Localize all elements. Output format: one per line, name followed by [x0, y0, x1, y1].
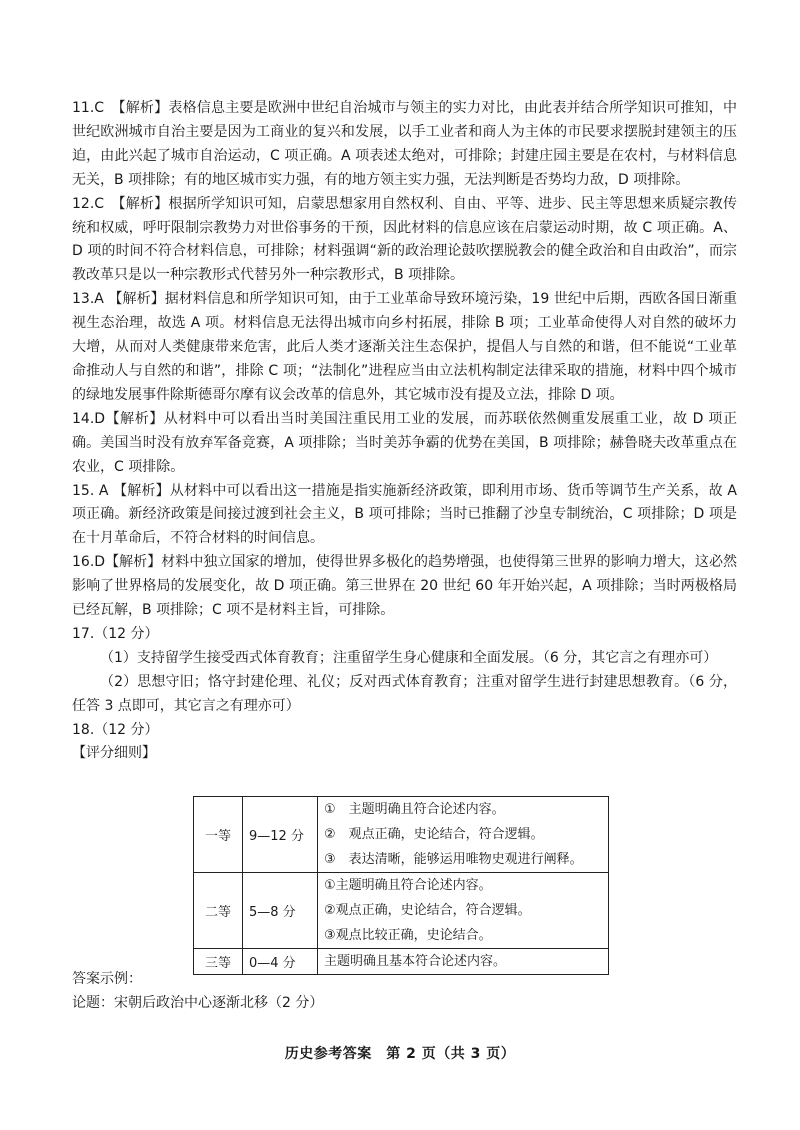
answer-11: 11.C 【解析】表格信息主要是欧洲中世纪自治城市与领主的实力对比，由此表并结合所学知识可推知，中世纪欧洲城市自治主要是因为工商业的复兴和发展，以手工业者和商人为主体的市民要求摆脱封建领主的压迫，由此兴起了城市自治运动，C 项正确。A 项表述太绝对，可排除；封建庄园主要是在农村，与材料信息无关，B 项排除；有的地区城市实力强，有的地方领主实力强，无法判断是否势均力敌，D 项排除。 — [72, 100, 737, 188]
answer-14: 14.D【解析】从材料中可以看出当时美国注重民用工业的发展，而苏联依然侧重发展重工业，故 D 项正确。美国当时没有放弃军备竞赛，A 项排除；当时美苏争霸的优势在美国，B 项排除；赫鲁晓夫改革重点在农业，C 项排除。 — [72, 410, 737, 475]
answer-15: 15. A 【解析】从材料中可以看出这一措施是指实施新经济政策，即利用市场、货币等调节生产关系，故 A 项正确。新经济政策是间接过渡到社会主义，B 项可排除；当时已推翻了沙皇专制统治，C 项排除；D 项是在十月革命后，不符合材料的时间信息。 — [72, 482, 737, 547]
rubric-row-1 — [194, 797, 609, 873]
answer-17-part-1: （1）支持留学生接受西式体育教育；注重留学生身心健康和全面发展。（6 分，其它言之有理亦可） — [100, 649, 718, 666]
answer-content — [72, 97, 737, 766]
answer-13: 13.A 【解析】据材料信息和所学知识可知，由于工业革命导致环境污染，19 世纪中后期，西欧各国日渐重视生态治理，故选 A 项。材料信息无法得出城市向乡村拓展，排除 B 项；工业革命使得人对自然的破坏力大增，从而对人类健康带来危害，此后人类才逐渐关注生态保护，提倡人与自然的和谐，但不能说“工业革命推动人与自然的和谐”，排除 C 项；“法制化”进程应当由立法机构制定法律采取的措施，材料中四个城市的绿地发展事件除斯德哥尔摩有议会改革的信息外，其它城市没有提及立法，排除 D 项。 — [72, 291, 737, 403]
question-18-heading: 18.（12 分） — [72, 721, 159, 738]
answer-17-part-2: （2）思想守旧；恪守封建伦理、礼仪；反对西式体育教育；注重对留学生进行封建思想教育。（6 分，任答 3 点即可，其它言之有理亦可） — [72, 673, 737, 714]
criterion: ③观点比较正确，史论结合。 — [324, 928, 492, 943]
criterion: ②观点正确，史论结合，符合逻辑。 — [324, 903, 531, 918]
example-label: 答案示例： — [72, 971, 142, 987]
criteria-cell — [318, 797, 609, 873]
question-17-heading: 17.（12 分） — [72, 625, 159, 642]
criterion: ① 主题明确且符合论述内容。 — [324, 802, 505, 817]
score-cell: 5—8 分 — [243, 873, 318, 949]
grade-cell: 三等 — [194, 949, 243, 975]
grade-cell: 一等 — [194, 797, 243, 873]
criteria-cell — [318, 873, 609, 949]
score-cell: 0—4 分 — [243, 949, 318, 975]
answer-16: 16.D【解析】材料中独立国家的增加，使得世界多极化的趋势增强，也使得第三世界的影响力增大，这必然影响了世界格局的发展变化，故 D 项正确。第三世界在 20 世纪 60 年开始兴起，A 项排除；当时两极格局已经瓦解，B 项排除；C 项不是材料主旨，可排除。 — [72, 554, 737, 619]
rubric-title: 【评分细则】 — [72, 745, 156, 762]
example-thesis: 论题：宋朝后政治中心逐渐北移（2 分） — [72, 994, 324, 1011]
criterion: ①主题明确且符合论述内容。 — [324, 878, 492, 893]
rubric-row-2 — [194, 873, 609, 949]
criterion: ③ 表达清晰，能够运用唯物史观进行阐释。 — [324, 852, 583, 867]
criterion: ② 观点正确，史论结合，符合逻辑。 — [324, 827, 544, 842]
grade-cell: 二等 — [194, 873, 243, 949]
answer-12: 12.C 【解析】根据所学知识可知，启蒙思想家用自然权利、自由、平等、进步、民主等思想来质疑宗教传统和权威，呼吁限制宗教势力对世俗事务的干预，因此材料的信息应该在启蒙运动时期，故 C 项正确。A、D 项的时间不符合材料信息，可排除；材料强调“新的政治理论鼓吹摆脱教会的健全政治和自由政治”，而宗教改革只是以一种宗教形式代替另外一种宗教形式，B 项排除。 — [72, 195, 737, 284]
rubric-table — [193, 796, 609, 975]
answer-example — [72, 968, 737, 1016]
criterion: 主题明确且基本符合论述内容。 — [324, 954, 507, 969]
score-cell: 9—12 分 — [243, 797, 318, 873]
page-footer: 历史参考答案 第 2 页（共 3 页） — [284, 1046, 516, 1062]
